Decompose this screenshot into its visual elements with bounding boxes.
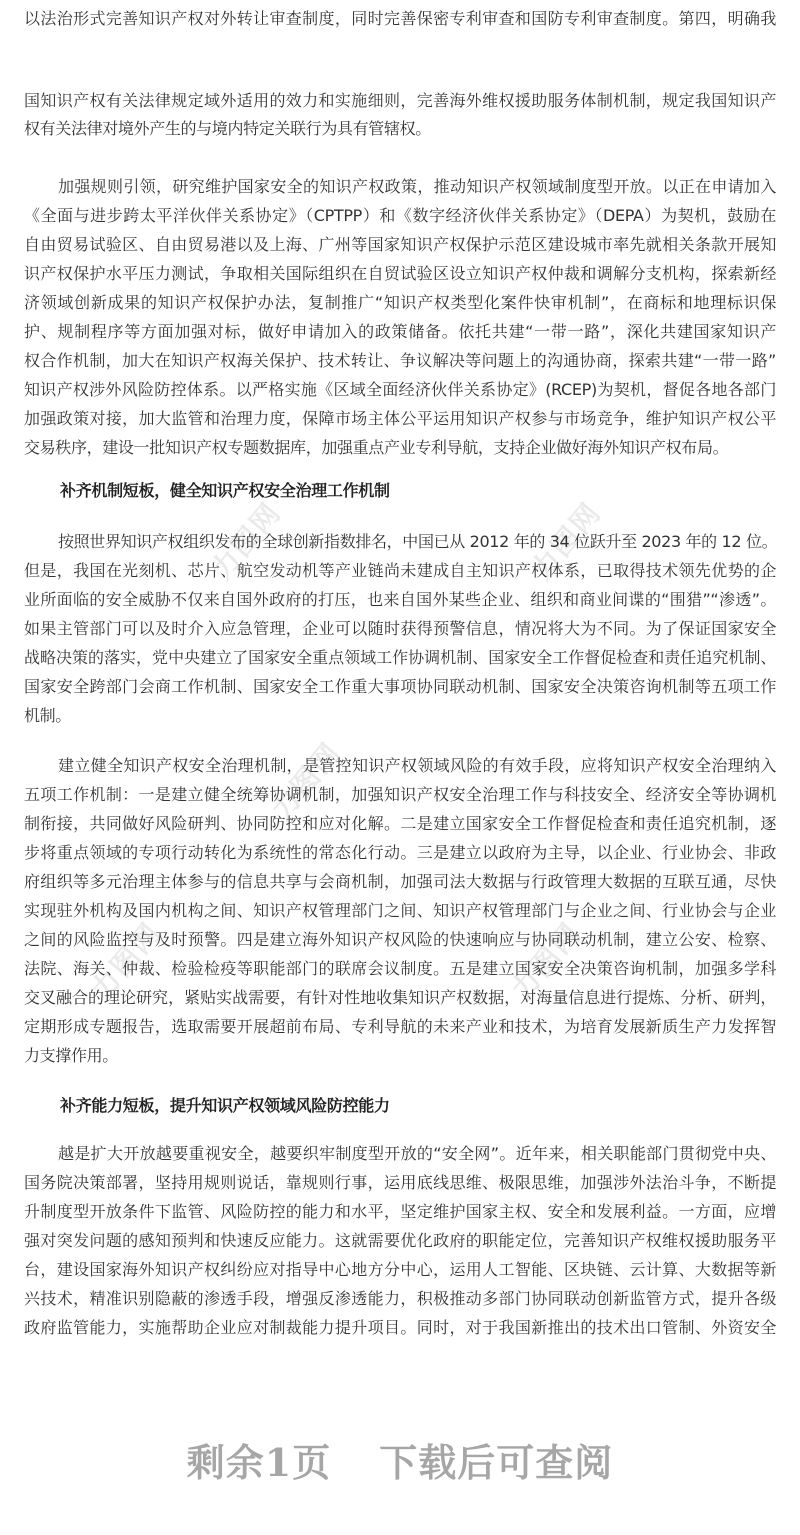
- paragraph-line: 力支撑作用。: [24, 1046, 118, 1065]
- paragraph-line: 强对突发问题的感知预判和快速反应能力。这就需要优化政府的职能定位，完善知识产权维权援助服务平: [24, 1231, 776, 1250]
- paragraph-line: 战略决策的落实，党中央建立了国家安全重点领域工作协调机制、国家安全工作督促检查和责任追究机制、: [24, 648, 776, 667]
- paragraph-line: 知识产权涉外风险防控体系。以严格实施《区域全面经济伙伴关系协定》(RCEP)为契机，督促各地各部门: [24, 380, 776, 399]
- paragraph-line: 业所面临的安全威胁不仅来自国外政府的打压，也来自国外某些企业、组织和商业间谍的“围猎”“渗透”。: [24, 590, 776, 609]
- paragraph-line: 政府监管能力，实施帮助企业应对制裁能力提升项目。同时，对于我国新推出的技术出口管制、外资安全: [24, 1318, 776, 1337]
- paragraph-line: 之间的风险监控与及时预警。四是建立海外知识产权风险的快速响应与协同联动机制，建立公安、检察、: [24, 930, 776, 949]
- paragraph-line: 按照世界知识产权组织发布的全球创新指数排名，中国已从 2012 年的 34 位跃升至 2023 年的 12 位。: [58, 532, 778, 551]
- paragraph-line: 机制。: [24, 706, 71, 725]
- paragraph-line: 五项工作机制：一是建立健全统筹协调机制，加强知识产权安全治理工作与科技安全、经济安全等协调机: [24, 785, 776, 804]
- paragraph-line: 建立健全知识产权安全治理机制，是管控知识产权领域风险的有效手段，应将知识产权安全治理纳入: [58, 756, 776, 775]
- paragraph-line: 护、规制程序等方面加强对标，做好申请加入的政策储备。依托共建“一带一路”，深化共建国家知识产: [24, 322, 776, 341]
- paragraph-line: 台，建设国家海外知识产权纠纷应对指导中心地方分中心，运用人工智能、区块链、云计算、大数据等新: [24, 1260, 776, 1279]
- paragraph-line: 交易秩序，建设一批知识产权专题数据库，加强重点产业专利导航，支持企业做好海外知识产权布局。: [24, 438, 729, 457]
- paragraph-line: 以法治形式完善知识产权对外转让审查制度，同时完善保密专利审查和国防专利审查制度。第四，明确我: [24, 9, 776, 28]
- paragraph-line: 交叉融合的理论研究，紧贴实战需要，有针对性地收集知识产权数据，对海量信息进行提炼、分析、研判，: [24, 988, 776, 1007]
- paragraph-line: 国知识产权有关法律规定域外适用的效力和实施细则，完善海外维权援助服务体制机制，规定我国知识产: [24, 91, 776, 110]
- watermark: 力图网: [504, 915, 588, 1007]
- paragraph-line: 制衔接，共同做好风险研判、协同防控和应对化解。二是建立国家安全工作督促检查和责任追究机制，逐: [24, 814, 776, 833]
- remaining-pages-label: 剩余1页: [186, 1440, 332, 1485]
- paragraph-line: 兴技术，精准识别隐蔽的渗透手段，增强反渗透能力，积极推动多部门协同联动创新监管方式，提升各级: [24, 1289, 776, 1308]
- paragraph-line: 但是，我国在光刻机、芯片、航空发动机等产业链尚未建成自主知识产权体系，已取得技术领先优势的企: [24, 561, 776, 580]
- paragraph-line: 定期形成专题报告，选取需要开展超前布局、专利导航的未来产业和技术，为培育发展新质生产力发挥智: [24, 1017, 776, 1036]
- paragraph-line: 升制度型开放条件下监管、风险防控的能力和水平，坚定维护国家主权、安全和发展利益。一方面，应增: [24, 1202, 776, 1221]
- watermark: 力图网: [204, 495, 288, 587]
- watermark: 力图网: [524, 495, 608, 587]
- paragraph-line: 步将重点领域的专项行动转化为系统性的常态化行动。三是建立以政府为主导，以企业、行业协会、非政: [24, 843, 776, 862]
- paragraph-line: 《全面与进步跨太平洋伙伴关系协定》（CPTPP）和《数字经济伙伴关系协定》（DEPA）为契机，鼓励在: [24, 206, 776, 225]
- paragraph-line: 实现驻外机构及国内机构之间、知识产权管理部门之间、知识产权管理部门与企业之间、行业协会与企业: [24, 901, 776, 920]
- paragraph-line: 权合作机制，加大在知识产权海关保护、技术转让、争议解决等问题上的沟通协商，探索共建“一带一路”: [24, 351, 776, 370]
- watermark: 力图网: [84, 915, 168, 1007]
- paragraph-line: 如果主管部门可以及时介入应急管理，企业可以随时获得预警信息，情况将大为不同。为了保证国家安全: [24, 619, 776, 638]
- paragraph-line: 识产权保护水平压力测试，争取相关国际组织在自贸试验区设立知识产权仲裁和调解分支机构，探索新经: [24, 264, 776, 283]
- paragraph-line: 越是扩大开放越要重视安全，越要织牢制度型开放的“安全网”。近年来，相关职能部门贯彻党中央、: [58, 1144, 776, 1163]
- section-heading: 补齐能力短板，提升知识产权领域风险防控能力: [60, 1096, 390, 1115]
- download-prompt-banner[interactable]: [0, 1432, 800, 1487]
- watermark: 力图网: [264, 735, 348, 827]
- paragraph-line: 国家安全跨部门会商工作机制、国家安全工作重大事项协同联动机制、国家安全决策咨询机制等五项工作: [24, 677, 776, 696]
- paragraph-line: 自由贸易试验区、自由贸易港以及上海、广州等国家知识产权保护示范区建设城市率先就相关条款开展知: [24, 235, 776, 254]
- paragraph-line: 加强政策对接，加大监管和治理力度，保障市场主体公平运用知识产权参与市场竞争，维护知识产权公平: [24, 409, 776, 428]
- paragraph-line: 权有关法律对境外产生的与境内特定关联行为具有管辖权。: [24, 119, 431, 138]
- paragraph-line: 国务院决策部署，坚持用规则说话，靠规则行事，运用底线思维、极限思维，加强涉外法治斗争，不断提: [24, 1173, 776, 1192]
- download-to-view-label[interactable]: 下载后可查阅: [379, 1440, 614, 1485]
- section-heading: 补齐机制短板，健全知识产权安全治理工作机制: [60, 481, 390, 500]
- paragraph-line: 加强规则引领，研究维护国家安全的知识产权政策，推动知识产权领域制度型开放。以正在申请加入: [58, 177, 776, 196]
- paragraph-line: 济领域创新成果的知识产权保护办法，复制推广“知识产权类型化案件快审机制”，在商标和地理标识保: [24, 293, 776, 312]
- paragraph-line: 法院、海关、仲裁、检验检疫等职能部门的联席会议制度。五是建立国家安全决策咨询机制，加强多学科: [24, 959, 776, 978]
- paragraph-line: 府组织等多元治理主体参与的信息共享与会商机制，加强司法大数据与行政管理大数据的互联互通，尽快: [24, 872, 776, 891]
